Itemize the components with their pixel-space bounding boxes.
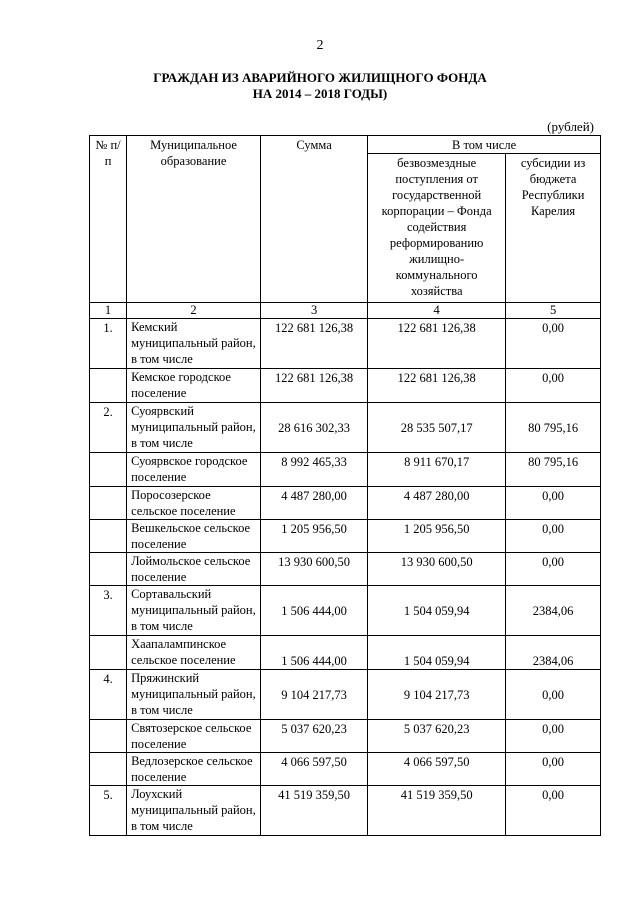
units-label: (рублей) <box>547 119 594 134</box>
row-number <box>90 453 127 487</box>
fund-value: 122 681 126,38 <box>368 319 506 369</box>
funding-table <box>89 135 601 836</box>
column-index: 3 <box>261 303 368 319</box>
title-line-2: НА 2014 – 2018 ГОДЫ) <box>252 86 388 101</box>
subsidy-value: 0,00 <box>506 670 601 720</box>
table-row <box>90 520 601 553</box>
fund-value: 13 930 600,50 <box>368 553 506 586</box>
row-number <box>90 487 127 520</box>
sum-value: 41 519 359,50 <box>261 786 368 836</box>
subsidy-value: 0,00 <box>506 553 601 586</box>
sum-value: 28 616 302,33 <box>261 403 368 453</box>
table-row <box>90 786 601 836</box>
column-index: 4 <box>368 303 506 319</box>
subsidy-value: 2384,06 <box>506 586 601 636</box>
subsidy-value: 0,00 <box>506 786 601 836</box>
row-number <box>90 369 127 403</box>
subsidy-value: 0,00 <box>506 520 601 553</box>
fund-value: 41 519 359,50 <box>368 786 506 836</box>
sum-value: 5 037 620,23 <box>261 720 368 753</box>
subsidy-value: 2384,06 <box>506 636 601 670</box>
table-row <box>90 553 601 586</box>
row-number <box>90 753 127 786</box>
sum-value: 4 487 280,00 <box>261 487 368 520</box>
sum-value: 122 681 126,38 <box>261 319 368 369</box>
page-number: 2 <box>316 38 324 53</box>
fund-value: 4 487 280,00 <box>368 487 506 520</box>
sum-value: 1 506 444,00 <box>261 636 368 670</box>
column-index-row <box>90 303 601 319</box>
column-index: 2 <box>127 303 261 319</box>
header-sum: Сумма <box>261 136 368 303</box>
row-number: 5. <box>90 786 127 836</box>
subsidy-value: 0,00 <box>506 487 601 520</box>
table-row <box>90 720 601 753</box>
row-number: 4. <box>90 670 127 720</box>
fund-value: 1 205 956,50 <box>368 520 506 553</box>
municipality-name: Лоухский муниципальный район, в том числе <box>127 786 261 836</box>
sum-value: 13 930 600,50 <box>261 553 368 586</box>
row-number <box>90 636 127 670</box>
fund-value: 9 104 217,73 <box>368 670 506 720</box>
subsidy-value: 80 795,16 <box>506 403 601 453</box>
subsidy-value: 0,00 <box>506 753 601 786</box>
sum-value: 122 681 126,38 <box>261 369 368 403</box>
row-number <box>90 520 127 553</box>
row-number: 2. <box>90 403 127 453</box>
row-number <box>90 720 127 753</box>
municipality-name: Ведлозерское сельское поселение <box>127 753 261 786</box>
table-row <box>90 369 601 403</box>
header-including: В том числе <box>368 136 601 154</box>
row-number: 1. <box>90 319 127 369</box>
column-index: 1 <box>90 303 127 319</box>
municipality-name: Вешкельское сельское поселение <box>127 520 261 553</box>
sum-value: 1 205 956,50 <box>261 520 368 553</box>
header-subsidy: субсидии из бюджета Республики Карелия <box>506 154 601 303</box>
table-row <box>90 453 601 487</box>
table-row <box>90 636 601 670</box>
table-row <box>90 319 601 369</box>
municipality-name: Хаапалампинское сельское поселение <box>127 636 261 670</box>
table-row <box>90 753 601 786</box>
municipality-name: Суоярвское городское поселение <box>127 453 261 487</box>
fund-value: 5 037 620,23 <box>368 720 506 753</box>
document-title <box>0 70 640 102</box>
fund-value: 4 066 597,50 <box>368 753 506 786</box>
subsidy-value: 0,00 <box>506 369 601 403</box>
municipality-name: Суоярвский муниципальный район, в том числе <box>127 403 261 453</box>
fund-value: 1 504 059,94 <box>368 636 506 670</box>
municipality-name: Кемский муниципальный район, в том числе <box>127 319 261 369</box>
subsidy-value: 0,00 <box>506 319 601 369</box>
fund-value: 28 535 507,17 <box>368 403 506 453</box>
title-line-1: ГРАЖДАН ИЗ АВАРИЙНОГО ЖИЛИЩНОГО ФОНДА <box>153 70 487 85</box>
column-index: 5 <box>506 303 601 319</box>
municipality-name: Поросозерское сельское поселение <box>127 487 261 520</box>
row-number: 3. <box>90 586 127 636</box>
municipality-name: Кемское городское поселение <box>127 369 261 403</box>
sum-value: 8 992 465,33 <box>261 453 368 487</box>
municipality-name: Лоймольское сельское поселение <box>127 553 261 586</box>
subsidy-value: 0,00 <box>506 720 601 753</box>
table-row <box>90 586 601 636</box>
header-name: Муниципальное образование <box>127 136 261 303</box>
header-num: № п/п <box>90 136 127 303</box>
fund-value: 8 911 670,17 <box>368 453 506 487</box>
table-row <box>90 487 601 520</box>
municipality-name: Сортавальский муниципальный район, в том числе <box>127 586 261 636</box>
sum-value: 1 506 444,00 <box>261 586 368 636</box>
row-number <box>90 553 127 586</box>
municipality-name: Пряжинский муниципальный район, в том числе <box>127 670 261 720</box>
table-row <box>90 670 601 720</box>
header-fund: безвозмездные поступления от государственной корпорации – Фонда содействия реформированию жилищно-коммунального хозяйства <box>368 154 506 303</box>
table-row <box>90 403 601 453</box>
sum-value: 9 104 217,73 <box>261 670 368 720</box>
header-row <box>90 136 601 154</box>
subsidy-value: 80 795,16 <box>506 453 601 487</box>
sum-value: 4 066 597,50 <box>261 753 368 786</box>
fund-value: 122 681 126,38 <box>368 369 506 403</box>
municipality-name: Святозерское сельское поселение <box>127 720 261 753</box>
fund-value: 1 504 059,94 <box>368 586 506 636</box>
